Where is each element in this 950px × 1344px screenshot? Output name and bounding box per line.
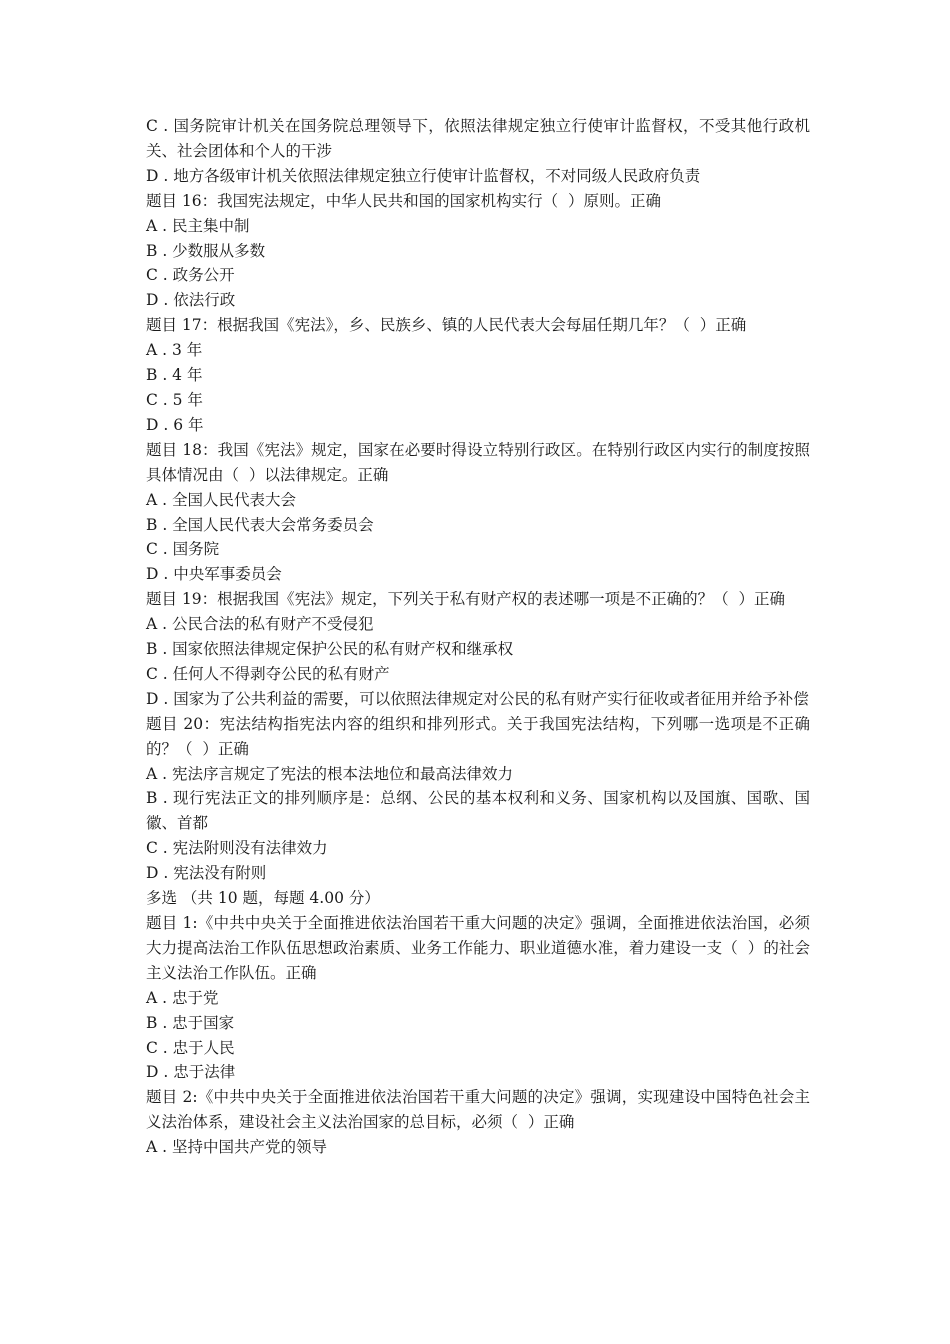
mc1-option-b: B . 忠于国家 — [146, 1013, 235, 1032]
q18-option-b: B . 全国人民代表大会常务委员会 — [146, 515, 374, 534]
question-17: 题目 17：根据我国《宪法》，乡、民族乡、镇的人民代表大会每届任期几年？（ ）正确 — [146, 316, 747, 335]
q17-option-d: D . 6 年 — [146, 415, 204, 434]
mc1-option-c: C . 忠于人民 — [146, 1038, 235, 1057]
q16-option-a: A . 民主集中制 — [146, 216, 250, 235]
q19-option-b: B . 国家依照法律规定保护公民的私有财产权和继承权 — [146, 640, 514, 659]
question-18: 题目 18：我国《宪法》规定，国家在必要时得设立特别行政区。在特别行政区内实行的制度按照具体情况由（ ）以法律规定。正确 — [146, 440, 810, 484]
document-page — [146, 114, 810, 1160]
q16-option-d: D . 依法行政 — [146, 291, 236, 310]
q20-option-b: B . 现行宪法正文的排列顺序是：总纲、公民的基本权利和义务、国家机构以及国旗、国歌、国徽、首都 — [146, 789, 810, 833]
question-16: 题目 16：我国宪法规定，中华人民共和国的国家机构实行（ ）原则。正确 — [146, 191, 662, 210]
mc2-option-a: A . 坚持中国共产党的领导 — [146, 1138, 327, 1157]
option-c-audit: C . 国务院审计机关在国务院总理领导下，依照法律规定独立行使审计监督权，不受其他行政机关、社会团体和个人的干涉 — [146, 117, 810, 160]
q18-option-d: D . 中央军事委员会 — [146, 565, 282, 584]
q19-option-c: C . 任何人不得剥夺公民的私有财产 — [146, 664, 390, 683]
section-heading-multiple-choice: 多选 （共 10 题，每题 4.00 分） — [146, 889, 380, 908]
mc1-option-a: A . 忠于党 — [146, 988, 219, 1007]
q16-option-c: C . 政务公开 — [146, 266, 235, 285]
q19-option-a: A . 公民合法的私有财产不受侵犯 — [146, 615, 374, 634]
q20-option-c: C . 宪法附则没有法律效力 — [146, 839, 328, 858]
q16-option-b: B . 少数服从多数 — [146, 241, 266, 260]
q18-option-c: C . 国务院 — [146, 540, 220, 559]
q18-option-a: A . 全国人民代表大会 — [146, 490, 296, 509]
mc1-option-d: D . 忠于法律 — [146, 1063, 236, 1082]
q17-option-b: B . 4 年 — [146, 366, 203, 385]
q19-option-d: D . 国家为了公共利益的需要，可以依照法律规定对公民的私有财产实行征收或者征用并给予补偿 — [146, 689, 809, 708]
mc-question-1: 题目 1:《中共中央关于全面推进依法治国若干重大问题的决定》强调，全面推进依法治国，必须大力提高法治工作队伍思想政治素质、业务工作能力、职业道德水准，着力建设一支（ ）的社会主义法治工作队伍。正确 — [146, 914, 810, 982]
q17-option-a: A . 3 年 — [146, 341, 203, 360]
q20-option-d: D . 宪法没有附则 — [146, 864, 267, 883]
question-20: 题目 20：宪法结构指宪法内容的组织和排列形式。关于我国宪法结构，下列哪一选项是不正确的？（ ）正确 — [146, 714, 810, 758]
q17-option-c: C . 5 年 — [146, 390, 203, 409]
q20-option-a: A . 宪法序言规定了宪法的根本法地位和最高法律效力 — [146, 764, 513, 783]
question-19: 题目 19：根据我国《宪法》规定，下列关于私有财产权的表述哪一项是不正确的？（ ）正确 — [146, 590, 786, 609]
option-d-audit: D . 地方各级审计机关依照法律规定独立行使审计监督权，不对同级人民政府负责 — [146, 166, 701, 185]
mc-question-2: 题目 2:《中共中央关于全面推进依法治国若干重大问题的决定》强调，实现建设中国特色社会主义法治体系，建设社会主义法治国家的总目标，必须（ ）正确 — [146, 1088, 810, 1132]
